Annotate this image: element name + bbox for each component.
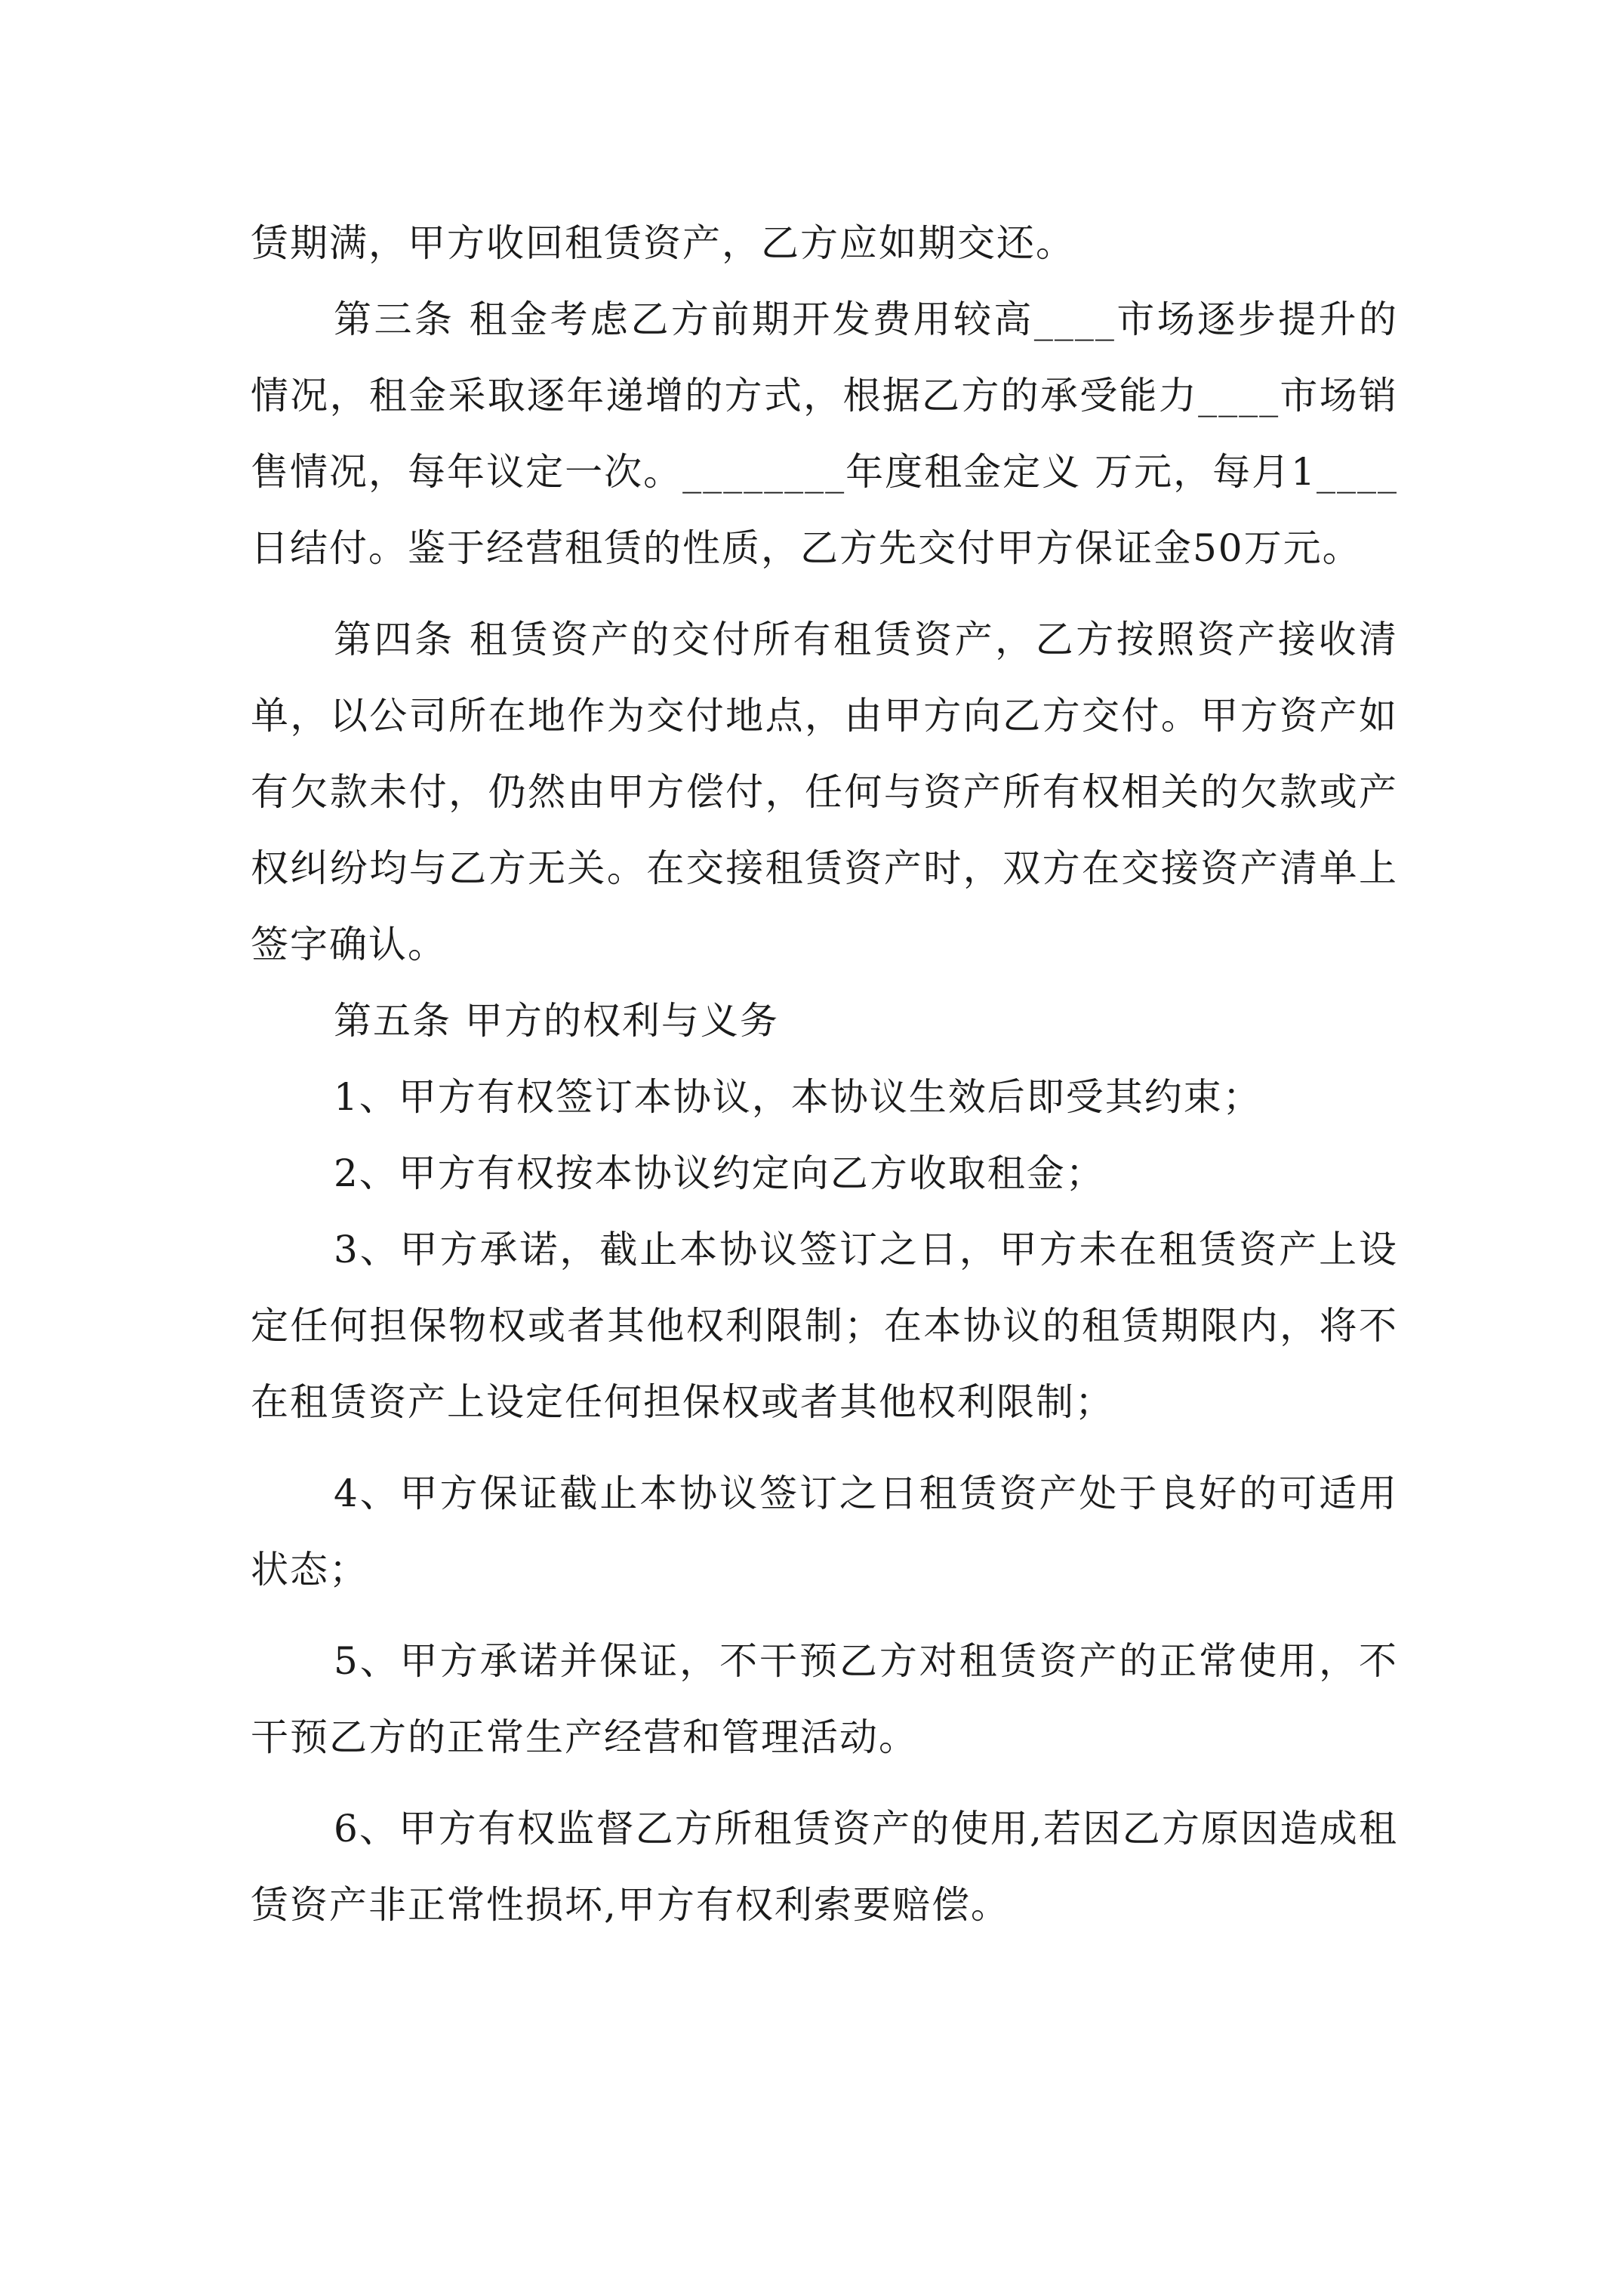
paragraph-item-5: 5、甲方承诺并保证，不干预乙方对租赁资产的正常使用，不干预乙方的正常生产经营和管理活动。 <box>251 1639 1398 1759</box>
paragraph-continuation: 赁期满，甲方收回租赁资产，乙方应如期交还。 <box>251 221 1075 265</box>
paragraph-item-2: 2、甲方有权按本协议约定向乙方收取租金； <box>334 1151 1105 1195</box>
paragraph-item-4: 4、甲方保证截止本协议签订之日租赁资产处于良好的可适用状态； <box>251 1472 1398 1592</box>
document-body <box>251 205 1398 1943</box>
paragraph-article-3: 第三条 租金考虑乙方前期开发费用较高____市场逐步提升的情况，租金采取逐年递增的方式，根据乙方的承受能力____市场销售情况，每年议定一次。________年度租金定义 万元，每月1____日结付。鉴于经营租赁的性质，乙方先交付甲方保证金50万元。 <box>251 297 1398 570</box>
paragraph-item-6: 6、甲方有权监督乙方所租赁资产的使用,若因乙方原因造成租赁资产非正常性损坏,甲方有权利索要赔偿。 <box>251 1807 1398 1927</box>
paragraph-article-5-heading: 第五条 甲方的权利与义务 <box>334 999 779 1043</box>
paragraph-article-4: 第四条 租赁资产的交付所有租赁资产，乙方按照资产接收清单，以公司所在地作为交付地点，由甲方向乙方交付。甲方资产如有欠款未付，仍然由甲方偿付，任何与资产所有权相关的欠款或产权纠纷均与乙方无关。在交接租赁资产时，双方在交接资产清单上签字确认。 <box>251 618 1398 966</box>
paragraph-item-3: 3、甲方承诺，截止本协议签订之日，甲方未在租赁资产上设定任何担保物权或者其他权利限制；在本协议的租赁期限内，将不在租赁资产上设定任何担保权或者其他权利限制； <box>251 1228 1398 1424</box>
paragraph-item-1: 1、甲方有权签订本协议，本协议生效后即受其约束； <box>334 1075 1262 1119</box>
